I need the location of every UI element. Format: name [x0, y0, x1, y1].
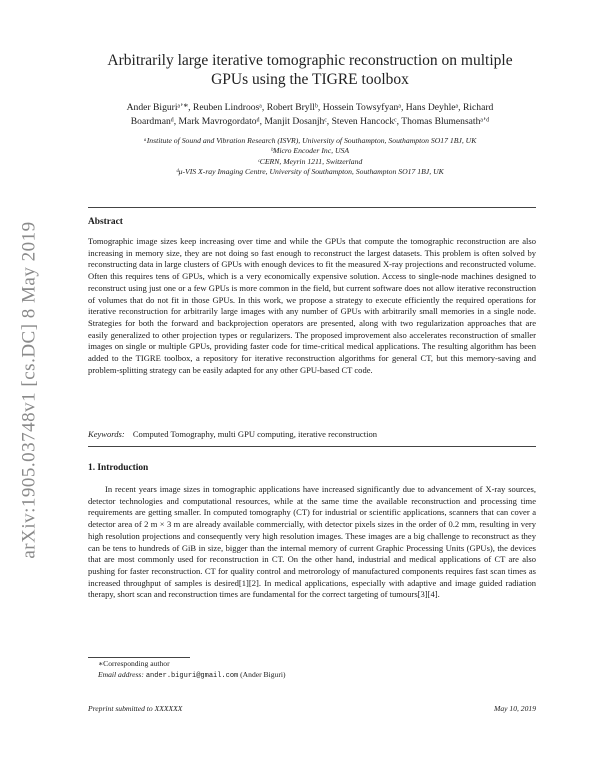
author-list: [84, 101, 536, 128]
introduction-paragraph: In recent years image sizes in tomographic applications have increased significantly due to advancement of X-ray sources, detector technologies and computational resources, while at the same time the available reconstruction and processing time requirements are getting smaller. In computed tomography (CT) for industrial or scientific applications, scanners that can cover a detector area of 2 m × 3 m are already available commercially, with detector pixels sizes in the order of 0.2 mm, resulting in very high resolution projections and consequently very high resolution images. These images are a big challenge to reconstruct as they can be tens to hundreds of GiB in size, bigger than the internal memory of current Graphic Processing Units (GPUs), the devices that are most commonly used for reconstruction in CT. On the other hand, industrial and medical applications of CT are also pushing for faster reconstruction. CT for quality control and metrorology of manufactured components requires fast scan times as increased throughput of samples is desired[1][2]. In medical applications, especially with adaptive and image guided radiation therapy, short scan and reconstruction times are fundamental for the correct targeting of tumours[3][4].: [88, 484, 536, 600]
footnotes: [88, 659, 286, 681]
affiliation-b: ᵇMicro Encoder Inc, USA: [270, 146, 350, 156]
footnote-corresponding: ∗Corresponding author: [98, 659, 170, 668]
affiliation-c: ᶜCERN, Meyrin 1211, Switzerland: [257, 156, 363, 166]
paper-title: [80, 51, 540, 89]
affiliation-a: ᵃInstitute of Sound and Vibration Research (ISVR), University of Southampton, Southampton SO17 1BJ, UK: [143, 136, 477, 145]
affiliation-d: ᵈμ-VIS X-ray Imaging Centre, University of Southampton, Southampton SO17 1BJ, UK: [176, 166, 444, 176]
arxiv-identifier: arXiv:1905.03748v1 [cs.DC] 8 May 2019: [19, 221, 40, 559]
arxiv-sidebar-stamp: [12, 200, 48, 580]
affiliations: [80, 136, 540, 177]
email-owner: (Ander Biguri): [240, 669, 286, 679]
author-line: Ander Biguriᵃʼ*, Reuben Lindroosᵃ, Robert Bryllᵇ, Hossein Towsyfyanᵃ, Hans Deyhleᵃ, Richard: [126, 102, 494, 113]
keywords-label: Keywords:: [88, 429, 125, 439]
abstract-text: Tomographic image sizes keep increasing over time and while the GPUs that compute the tomographic reconstruction are also increasing in memory size, they are not doing so fast enough to reconstruct the largest datasets. This problem is often solved by reconstructing data in large clusters of GPUs with enough devices to fit the measured X-ray projections and reconstructed volume. Often this requires tens of GPUs, which is a very economically expensive solution. Access to single-node machines designed to reconstruct using just one or a few GPUs is more common in the field, but current software does not allow iterative reconstruction of volumes that do not fit in those GPUs. In this work, we propose a strategy to execute efficiently the required operations for iterative reconstruction for arbitrarily large images with any number of GPUs with arbitrarily small memories in a single node. Strategies for both the forward and backprojection operators are presented, along with two regularization approaches that are easily generalized to other projection types or regularizers. The proposed improvement also accelerates reconstruction of smaller images on single or multiple GPUs, providing faster code for time-critical medical applications. The resulting algorithm has been added to the TIGRE toolbox, a repository for iterative reconstruction algorithms for general CT, but this memory-saving and problem-splitting strategy can be easily adapted for any other GPU-based CT code.: [88, 236, 536, 375]
author-line: Boardmanᵈ, Mark Mavrogordatoᵈ, Manjit Dosanjhᶜ, Steven Hancockᶜ, Thomas Blumensathᵃʼᵈ: [130, 115, 490, 127]
abstract-heading: Abstract: [88, 217, 123, 227]
section-heading-introduction: 1. Introduction: [88, 463, 149, 473]
keywords-text: Computed Tomography, multi GPU computing, iterative reconstruction: [132, 429, 377, 439]
abstract-top-rule: [88, 207, 536, 208]
title-line: GPUs using the TIGRE toolbox: [211, 71, 409, 88]
keywords: [88, 429, 536, 439]
preprint-note: Preprint submitted to XXXXXX: [88, 704, 183, 713]
abstract-bottom-rule: [88, 446, 536, 447]
footnote-rule: [88, 657, 190, 658]
email-address[interactable]: ander.biguri@gmail.com: [145, 671, 239, 680]
footnote-email-line: [88, 670, 286, 682]
title-line: Arbitrarily large iterative tomographic reconstruction on multiple: [107, 52, 513, 69]
footer-date: May 10, 2019: [494, 704, 536, 713]
email-label: Email address:: [98, 669, 144, 679]
